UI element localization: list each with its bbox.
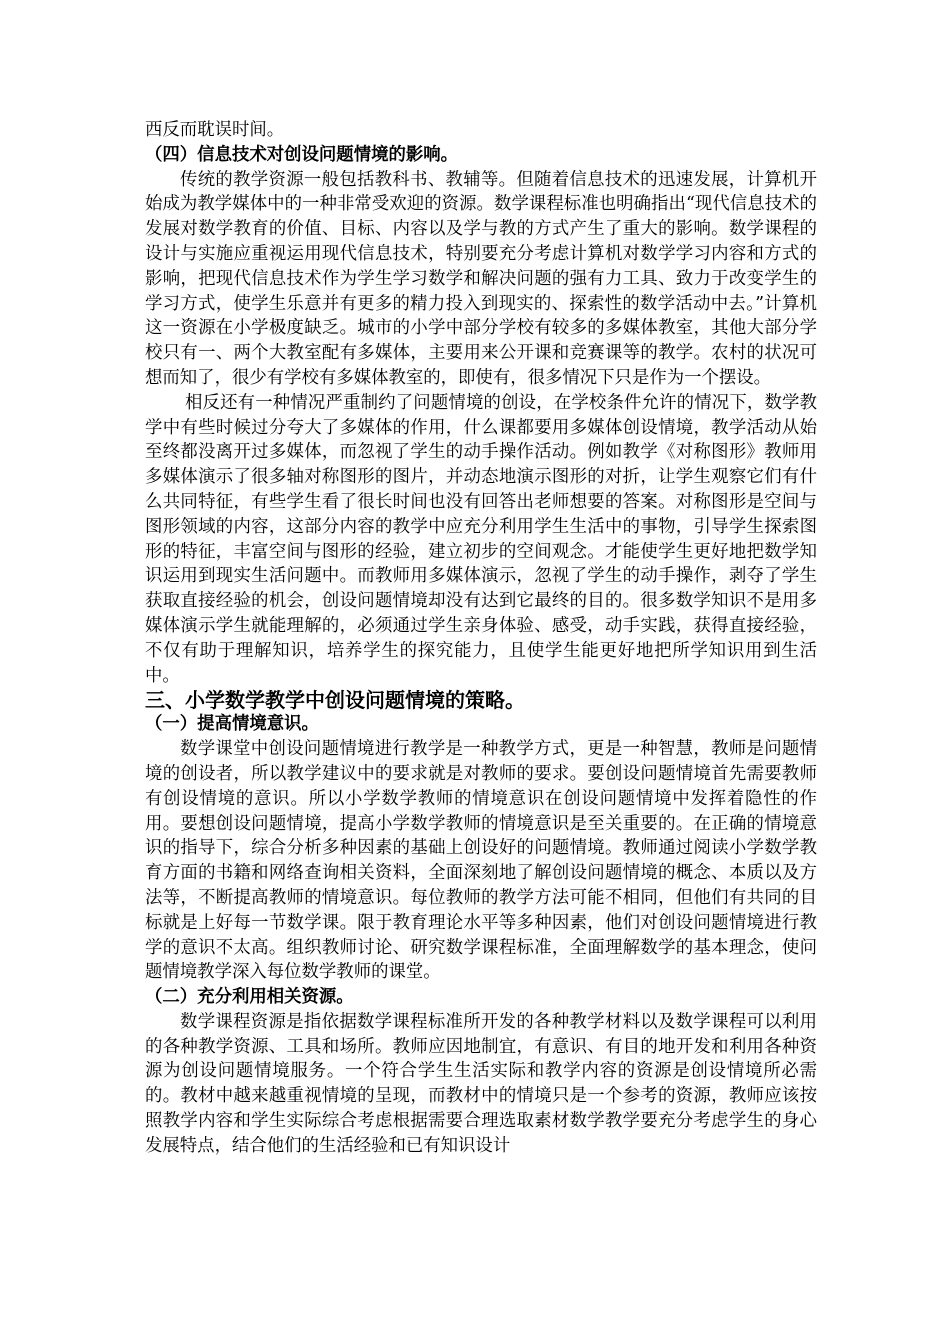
paragraph-continuation: 西反而耽误时间。 bbox=[145, 120, 285, 140]
subsection-heading-1: （一）提高情境意识。 bbox=[145, 714, 319, 735]
section-heading-4: （四）信息技术对创设问题情境的影响。 bbox=[145, 144, 459, 165]
subsection-heading-2: （二）充分利用相关资源。 bbox=[145, 987, 354, 1008]
paragraph-resources: 数学课程资源是指依据数学课程标准所开发的各种教学材料以及数学课程可以利用的各种教学资源、工具和场所。教师应因地制宜，有意识、有目的地开发和利用各种资源为创设问题情境服务。一个符合学生生活实际和教学内容的资源是创设情境所必需的。教材中越来越重视情境的呈现，而教材中的情境只是一个参考的资源，教师应该按照教学内容和学生实际综合考虑根据需要合理选取素材数学教学要充分考虑学生的身心发展特点，结合他们的生活经验和已有知识设计 bbox=[145, 1011, 817, 1156]
paragraph-multimedia-overuse: 相反还有一种情况严重制约了问题情境的创设，在学校条件允许的情况下，数学教学中有些时候过分夸大了多媒体的作用，什么课都要用多媒体创设情境，教学活动从始至终都没离开过多媒体，而忽视了学生的动手操作活动。例如教学《对称图形》教师用多媒体演示了很多轴对称图形的图片，并动态地演示图形的对折，让学生观察它们有什么共同特征，有些学生看了很长时间也没有回答出老师想要的答案。对称图形是空间与图形领域的内容，这部分内容的教学中应充分利用学生生活中的事物，引导学生探索图形的特征，丰富空间与图形的经验，建立初步的空间观念。才能使学生更好地把数学知识运用到现实生活问题中。而教师用多媒体演示，忽视了学生的动手操作，剥夺了学生获取直接经验的机会，创设问题情境却没有达到它最终的目的。很多数学知识不是用多媒体演示学生就能理解的，必须通过学生亲身体验、感受，动手实践，获得直接经验，不仅有助于理解知识，培养学生的探究能力，且使学生能更好地把所学知识用到生活中。 bbox=[145, 392, 817, 686]
document-page bbox=[145, 118, 817, 1159]
chapter-heading-3: 三、小学数学教学中创设问题情境的策略。 bbox=[145, 688, 525, 713]
paragraph-awareness: 数学课堂中创设问题情境进行教学是一种教学方式，更是一种智慧，教师是问题情境的创设者，所以教学建议中的要求就是对教师的要求。要创设问题情境首先需要教师有创设情境的意识。所以小学数学教师的情境意识在创设问题情境中发挥着隐性的作用。要想创设问题情境，提高小学数学教师的情境意识是至关重要的。在正确的情境意识的指导下，综合分析多种因素的基础上创设好的问题情境。教师通过阅读小学数学教育方面的书籍和网络查询相关资料，全面深刻地了解创设问题情境的概念、本质以及方法等，不断提高教师的情境意识。每位教师的教学方法可能不相同，但他们有共同的目标就是上好每一节数学课。限于教育理论水平等多种因素，他们对创设问题情境进行教学的意识不太高。组织教师讨论、研究数学课程标准，全面理解数学的基本理念，使问题情境教学深入每位数学教师的课堂。 bbox=[145, 739, 817, 983]
paragraph-info-tech: 传统的教学资源一般包括教科书、教辅等。但随着信息技术的迅速发展，计算机开始成为教学媒体中的一种非常受欢迎的资源。数学课程标准也明确指出“现代信息技术的发展对数学教育的价值、目标、内容以及学与教的方式产生了重大的影响。数学课程的设计与实施应重视运用现代信息技术，特别要充分考虑计算机对数学学习内容和方式的影响，把现代信息技术作为学生学习数学和解决问题的强有力工具、致力于改变学生的学习方式，使学生乐意并有更多的精力投入到现实的、探索性的数学活动中去。”计算机这一资源在小学极度缺乏。城市的小学中部分学校有较多的多媒体教室，其他大部分学校只有一、两个大教室配有多媒体，主要用来公开课和竞赛课等的教学。农村的状况可想而知了，很少有学校有多媒体教室的，即使有，很多情况下只是作为一个摆设。 bbox=[145, 169, 817, 388]
